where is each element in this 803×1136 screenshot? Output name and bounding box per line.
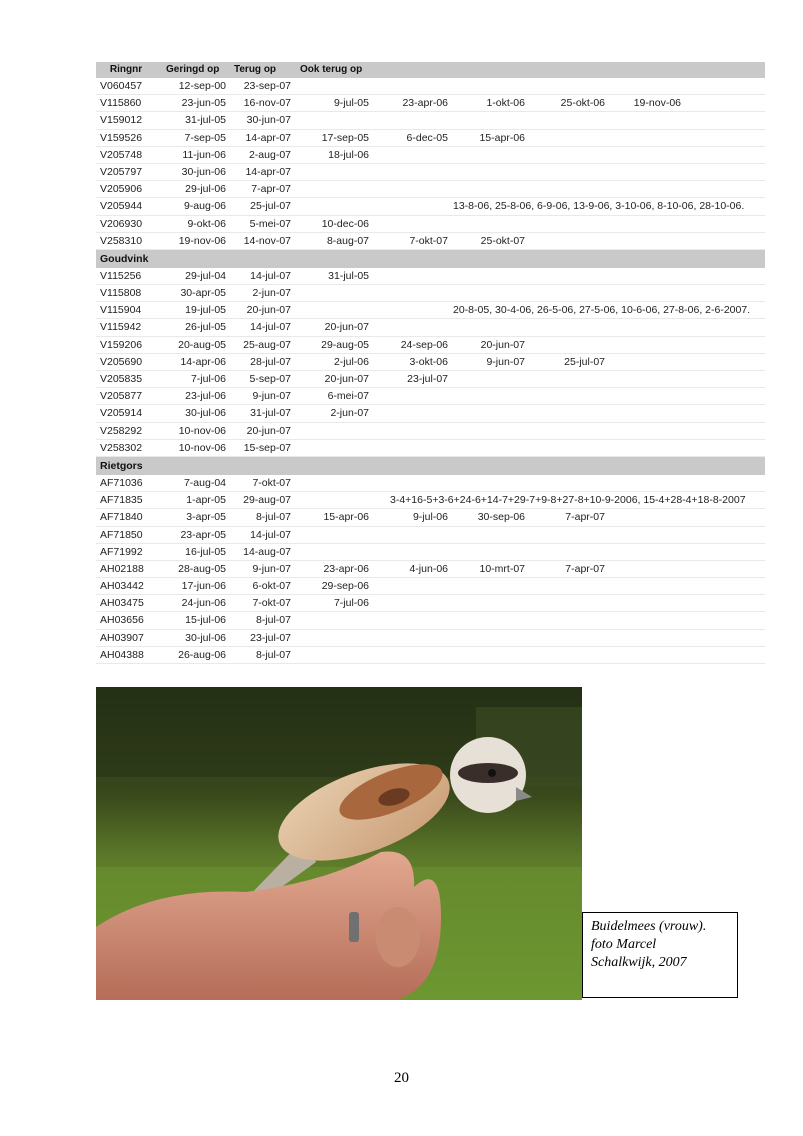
recapture-date: 5-mei-07 — [249, 217, 291, 230]
extra-recapture-date: 29-aug-05 — [321, 338, 369, 351]
recapture-date: 25-jul-07 — [250, 200, 291, 213]
table-row — [96, 544, 765, 561]
recapture-date: 8-jul-07 — [255, 511, 291, 524]
recapture-date: 23-jul-07 — [250, 631, 291, 644]
recapture-date: 28-jul-07 — [250, 355, 291, 368]
recapture-date: 15-sep-07 — [243, 441, 291, 454]
recapture-date: 2-aug-07 — [248, 148, 291, 161]
section-title: Goudvink — [100, 252, 149, 265]
ringed-date: 28-aug-05 — [178, 562, 226, 575]
extra-recapture-date: 29-sep-06 — [321, 580, 369, 593]
ring-recovery-table — [96, 62, 765, 664]
table-row — [96, 233, 765, 250]
table-row — [96, 371, 765, 388]
extra-recapture-date: 18-jul-06 — [328, 148, 369, 161]
recapture-date: 14-nov-07 — [243, 234, 291, 247]
extra-recapture-date: 23-jul-07 — [407, 373, 448, 385]
table-row — [96, 388, 765, 405]
extra-recapture-list: 13-8-06, 25-8-06, 6-9-06, 13-9-06, 3-10-06, 8-10-06, 28-10-06. — [453, 200, 745, 213]
ringed-date: 23-jun-05 — [181, 97, 226, 110]
recapture-date: 14-jul-07 — [250, 321, 291, 334]
table-row — [96, 509, 765, 526]
extra-recapture-date: 3-okt-06 — [409, 355, 448, 368]
ringed-date: 31-jul-05 — [185, 114, 226, 127]
table-row — [96, 527, 765, 544]
extra-recapture-date: 8-aug-07 — [326, 234, 369, 247]
extra-recapture-date: 24-sep-06 — [400, 338, 448, 351]
recapture-date: 6-okt-07 — [252, 580, 291, 593]
table-row — [96, 595, 765, 612]
ring-number: AF71850 — [100, 528, 143, 541]
ringed-date: 26-jul-05 — [185, 321, 226, 334]
extra-recapture-date: 9-jul-05 — [333, 97, 369, 110]
extra-recapture-date: 25-jul-07 — [564, 355, 605, 368]
section-header — [96, 457, 765, 475]
extra-recapture-date: 10-dec-06 — [321, 217, 369, 230]
extra-recapture-date: 6-mei-07 — [327, 390, 369, 403]
ringed-date: 30-jul-06 — [185, 631, 226, 644]
table-row — [96, 302, 765, 319]
ringed-date: 7-sep-05 — [184, 131, 226, 144]
ring-number: AF71992 — [100, 545, 143, 558]
ringed-date: 17-jun-06 — [181, 580, 226, 593]
table-body — [96, 78, 765, 664]
caption-line-2: foto Marcel — [591, 937, 657, 952]
ringed-date: 7-jul-06 — [190, 373, 226, 385]
ringed-date: 16-jul-05 — [185, 545, 226, 558]
extra-recapture-date: 7-jul-06 — [333, 597, 369, 610]
recapture-date: 7-okt-07 — [252, 597, 291, 610]
ring-number: V159206 — [100, 338, 143, 351]
table-row — [96, 181, 765, 198]
recapture-date: 14-jul-07 — [250, 528, 291, 541]
extra-recapture-date: 1-okt-06 — [486, 97, 525, 110]
ringed-date: 19-jul-05 — [185, 304, 226, 317]
ring-number: V115808 — [100, 287, 142, 300]
extra-recapture-list: 20-8-05, 30-4-06, 26-5-06, 27-5-06, 10-6-06, 27-8-06, 2-6-2007. — [453, 304, 751, 317]
table-row — [96, 216, 765, 233]
caption-line-3: Schalkwijk, 2007 — [591, 955, 687, 970]
recapture-date: 23-sep-07 — [243, 80, 291, 92]
ring-number: AH03475 — [100, 597, 144, 610]
recapture-date: 5-sep-07 — [249, 373, 291, 385]
table-row — [96, 164, 765, 181]
col-header-ringnr: Ringnr — [109, 64, 143, 75]
extra-recapture-date: 31-jul-05 — [328, 269, 369, 282]
table-row — [96, 561, 765, 578]
table-row — [96, 405, 765, 422]
ring-number: V205944 — [100, 200, 143, 213]
extra-recapture-date: 25-okt-07 — [480, 234, 525, 247]
ring-number: V206930 — [100, 217, 143, 230]
extra-recapture-list: 3-4+16-5+3-6+24-6+14-7+29-7+9-8+27-8+10-9-2006, 15-4+28-4+18-8-2007 — [390, 494, 746, 507]
ring-number: V060457 — [100, 80, 143, 92]
recapture-date: 20-jun-07 — [246, 424, 291, 437]
extra-recapture-date: 20-jun-07 — [324, 321, 369, 334]
section-title: Rietgors — [100, 459, 143, 472]
ringed-date: 10-nov-06 — [178, 424, 226, 437]
recapture-date: 25-aug-07 — [243, 338, 291, 351]
ring-number: AF71036 — [100, 476, 143, 489]
ring-number: V258302 — [100, 441, 143, 454]
ring-number: V205748 — [100, 148, 143, 161]
section-header — [96, 250, 765, 268]
ring-number: V205690 — [100, 355, 143, 368]
photo-caption — [582, 912, 738, 998]
extra-recapture-date: 7-okt-07 — [409, 234, 448, 247]
ringed-date: 10-nov-06 — [178, 441, 226, 454]
recapture-date: 14-apr-07 — [245, 165, 291, 178]
recapture-date: 14-aug-07 — [243, 545, 291, 558]
extra-recapture-date: 7-apr-07 — [565, 562, 605, 575]
table-row — [96, 147, 765, 164]
ring-number: V159012 — [100, 114, 143, 127]
ring-number: V205906 — [100, 183, 143, 196]
table-row — [96, 578, 765, 595]
table-row — [96, 112, 765, 129]
ringed-date: 24-jun-06 — [181, 597, 226, 610]
extra-recapture-date: 9-jun-07 — [486, 355, 525, 368]
ringed-date: 15-jul-06 — [185, 614, 226, 627]
ringed-date: 9-aug-06 — [183, 200, 226, 213]
table-row — [96, 95, 765, 112]
bird-photo — [96, 687, 582, 1000]
extra-recapture-date: 2-jun-07 — [330, 407, 369, 420]
extra-recapture-date: 17-sep-05 — [321, 131, 369, 144]
ring-number: V115860 — [100, 97, 142, 110]
caption-line-1: Buidelmees (vrouw). — [591, 919, 707, 934]
extra-recapture-date: 2-jul-06 — [333, 355, 369, 368]
ringed-date: 1-apr-05 — [186, 494, 226, 507]
col-header-terug-op: Terug op — [234, 64, 277, 75]
ring-number: V205797 — [100, 165, 143, 178]
ringed-date: 3-apr-05 — [186, 511, 226, 524]
ring-number: AH04388 — [100, 648, 144, 661]
table-row — [96, 612, 765, 629]
extra-recapture-date: 9-jul-06 — [412, 511, 448, 524]
ring-number: V115904 — [100, 304, 142, 317]
recapture-date: 9-jun-07 — [252, 562, 291, 575]
ring-number: V205914 — [100, 407, 143, 420]
ringed-date: 29-jul-06 — [185, 183, 226, 196]
table-row — [96, 475, 765, 492]
table-header — [96, 62, 765, 78]
extra-recapture-date: 7-apr-07 — [565, 511, 605, 524]
table-row — [96, 492, 765, 509]
ringed-date: 7-aug-04 — [183, 476, 226, 489]
table-row — [96, 630, 765, 647]
table-row — [96, 440, 765, 457]
ring-number: V115942 — [100, 321, 142, 334]
recapture-date: 20-jun-07 — [246, 304, 291, 317]
recapture-date: 30-jun-07 — [246, 114, 291, 127]
extra-recapture-date: 4-jun-06 — [409, 562, 448, 575]
extra-recapture-date: 25-okt-06 — [560, 97, 605, 110]
extra-recapture-date: 15-apr-06 — [479, 131, 525, 144]
ringed-date: 23-apr-05 — [180, 528, 226, 541]
table-row — [96, 198, 765, 215]
recapture-date: 7-apr-07 — [251, 183, 291, 196]
recapture-date: 9-jun-07 — [252, 390, 291, 403]
extra-recapture-date: 19-nov-06 — [633, 97, 681, 110]
table-row — [96, 319, 765, 336]
extra-recapture-date: 10-mrt-07 — [479, 562, 525, 575]
ringed-date: 11-jun-06 — [182, 148, 226, 161]
extra-recapture-date: 20-jun-07 — [324, 373, 369, 385]
table-row — [96, 268, 765, 285]
ringed-date: 30-apr-05 — [180, 287, 226, 300]
table-row — [96, 337, 765, 354]
ringed-date: 20-aug-05 — [178, 338, 226, 351]
recapture-date: 8-jul-07 — [255, 648, 291, 661]
ring-number: AH03442 — [100, 580, 144, 593]
ring-number: V258310 — [100, 234, 143, 247]
ringed-date: 30-jun-06 — [181, 165, 226, 178]
table-row — [96, 285, 765, 302]
ringed-date: 12-sep-00 — [178, 80, 226, 92]
ring-number: V205877 — [100, 390, 143, 403]
table-row — [96, 78, 765, 95]
ringed-date: 26-aug-06 — [178, 648, 226, 661]
ring-number: AF71835 — [100, 494, 143, 507]
ringed-date: 30-jul-06 — [185, 407, 226, 420]
ringed-date: 14-apr-06 — [180, 355, 226, 368]
recapture-date: 8-jul-07 — [255, 614, 291, 627]
extra-recapture-date: 15-apr-06 — [323, 511, 369, 524]
ring-number: V258292 — [100, 424, 143, 437]
recapture-date: 2-jun-07 — [252, 287, 291, 300]
extra-recapture-date: 6-dec-05 — [406, 131, 448, 144]
col-header-geringd-op: Geringd op — [166, 64, 220, 75]
recapture-date: 14-jul-07 — [250, 269, 291, 282]
extra-recapture-date: 20-jun-07 — [480, 338, 525, 351]
recapture-date: 7-okt-07 — [252, 476, 291, 489]
ring-number: AH03907 — [100, 631, 144, 644]
extra-recapture-date: 30-sep-06 — [477, 511, 525, 524]
extra-recapture-date: 23-apr-06 — [402, 97, 448, 110]
recapture-date: 29-aug-07 — [243, 494, 291, 507]
ring-number: AH02188 — [100, 562, 144, 575]
table-row — [96, 354, 765, 371]
table-row — [96, 130, 765, 147]
recapture-date: 16-nov-07 — [243, 97, 291, 110]
ring-number: V115256 — [100, 269, 142, 282]
col-header-ook-terug-op: Ook terug op — [300, 64, 363, 75]
ringed-date: 23-jul-06 — [185, 390, 226, 403]
ring-number: V205835 — [100, 373, 143, 385]
page-number: 20 — [394, 1070, 409, 1086]
ring-number: V159526 — [100, 131, 143, 144]
recapture-date: 14-apr-07 — [245, 131, 291, 144]
ringed-date: 9-okt-06 — [187, 217, 226, 230]
ringed-date: 19-nov-06 — [178, 234, 226, 247]
ring-number: AH03656 — [100, 614, 144, 627]
ringed-date: 29-jul-04 — [185, 269, 226, 282]
extra-recapture-date: 23-apr-06 — [323, 562, 369, 575]
table-row — [96, 423, 765, 440]
recapture-date: 31-jul-07 — [250, 407, 291, 420]
table-row — [96, 647, 765, 664]
ring-number: AF71840 — [100, 511, 143, 524]
